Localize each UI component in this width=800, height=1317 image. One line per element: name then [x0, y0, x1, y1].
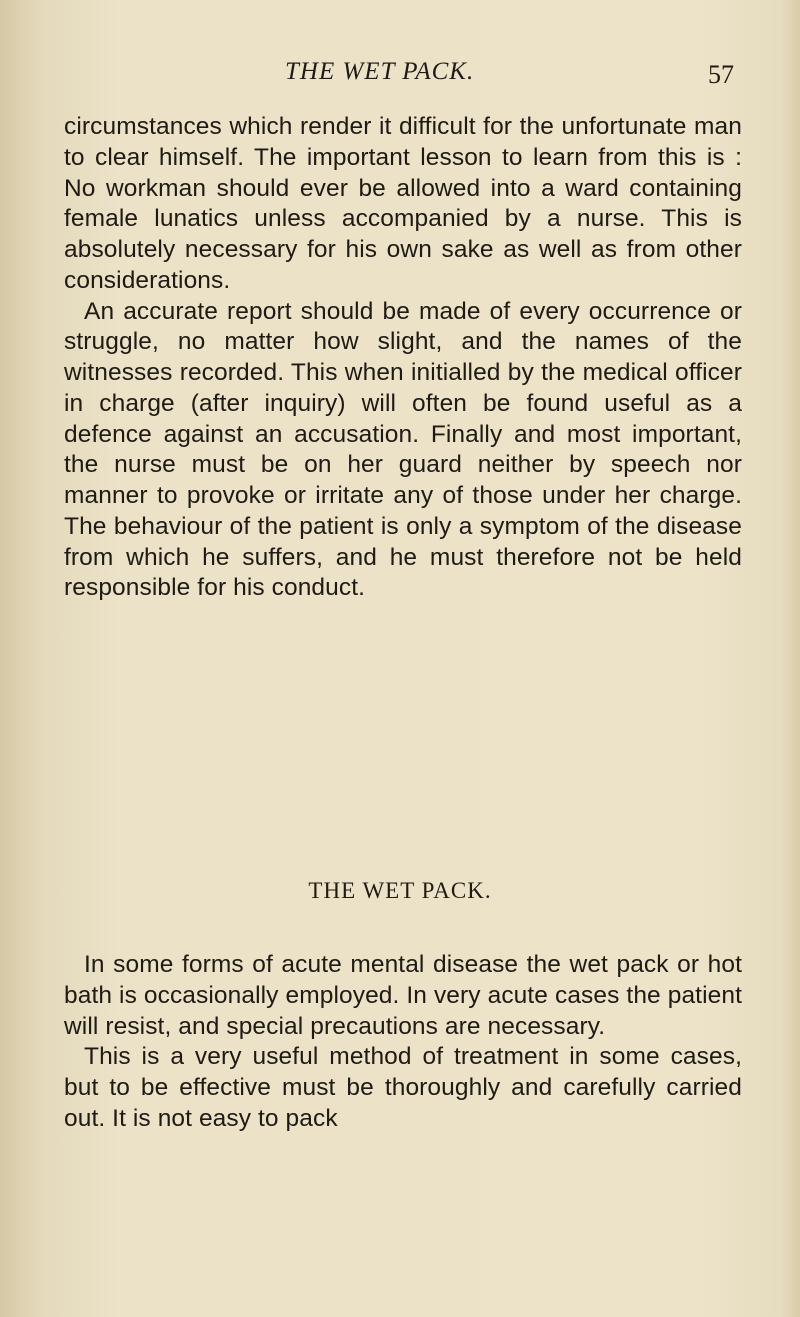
section-heading: THE WET PACK. — [308, 878, 492, 903]
body-text-section-2 — [64, 950, 742, 1135]
paragraph: An accurate report should be made of every occurrence or struggle, no matter how slight, and the names of the witnesses recorded. This when initialled by the medical officer in charge (after inquiry) will often be found useful as a defence against an accusation. Finally and most important, the nurse must be on her guard neither by speech nor manner to provoke or irritate any of those under her charge. The behaviour of the patient is only a symptom of the disease from which he suffers, and he must therefore not be held responsible for his conduct. — [64, 297, 742, 602]
paragraph: In some forms of acute mental disease the wet pack or hot bath is occasionally employed. In very acute cases the patient will resist, and special precautions are necessary. — [64, 951, 742, 1040]
body-text-section-1 — [64, 112, 742, 604]
paragraph: This is a very useful method of treatment in some cases, but to be effective must be thoroughly and carefully carried out. It is not easy to pack — [64, 1043, 742, 1132]
paragraph: circumstances which render it difficult for the unfortunate man to clear himself. The important lesson to learn from this is : No workman should ever be allowed into a ward containing female lunatics unless accompanied by a nurse. This is absolutely necessary for his own sake as well as from other considerations. — [64, 113, 742, 294]
running-head: THE WET PACK. — [285, 58, 475, 85]
page-number: 57 — [708, 60, 734, 89]
